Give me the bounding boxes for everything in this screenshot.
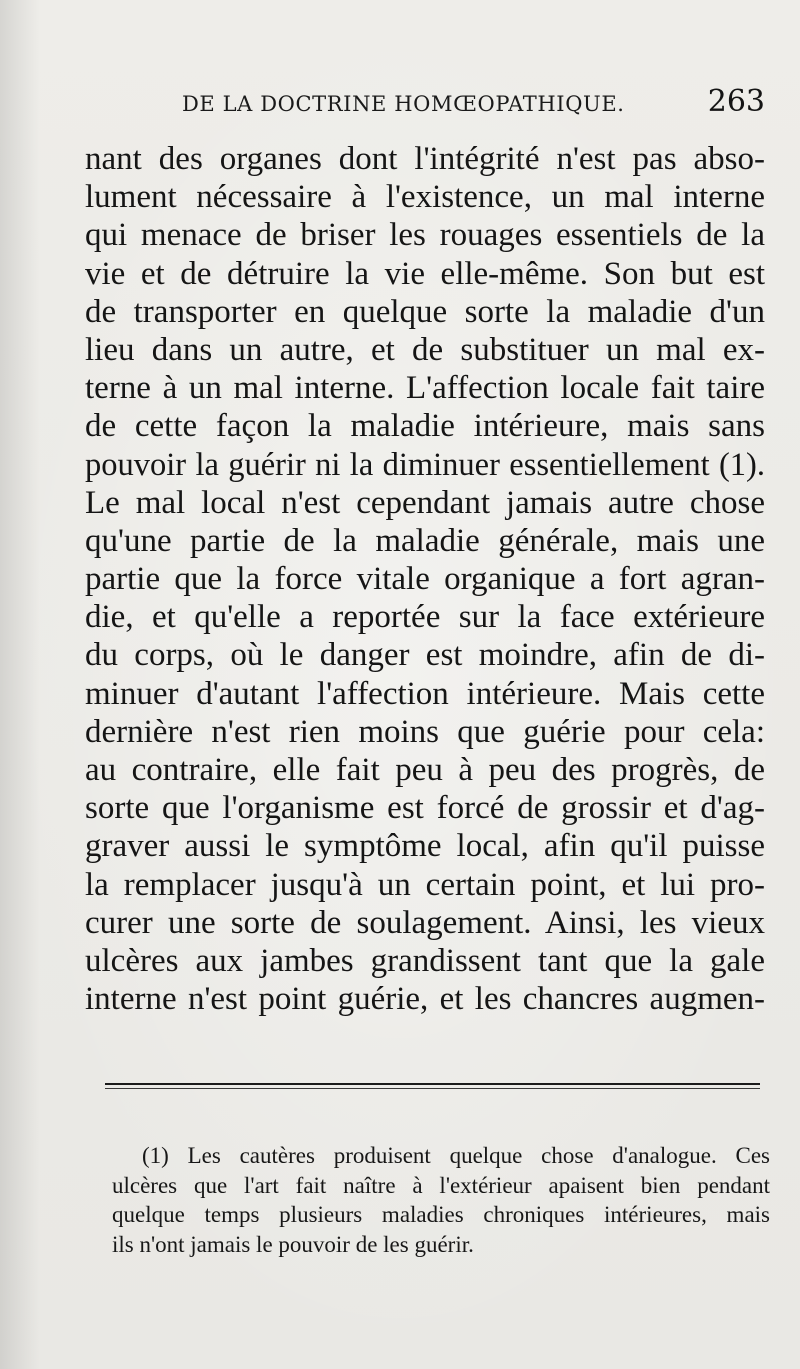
body-line: de cette façon la maladie intérieure, mais sans bbox=[85, 408, 765, 445]
body-line: qu'une partie de la maladie générale, mais une bbox=[85, 522, 765, 559]
page-number: 263 bbox=[707, 84, 765, 119]
footnote-line: (1) Les cautères produisent quelque chose d'analogue. Ces bbox=[142, 1143, 770, 1168]
body-line: la remplacer jusqu'à un certain point, et lui pro- bbox=[85, 866, 765, 903]
body-line: au contraire, elle fait peu à peu des progrès, de bbox=[85, 752, 765, 788]
body-line: terne à un mal interne. L'affection locale fait taire bbox=[85, 370, 765, 407]
footnote bbox=[112, 1141, 770, 1259]
body-line: interne n'est point guérie, et les chancres augmen- bbox=[85, 981, 765, 1018]
body-line: du corps, où le danger est moindre, afin de di- bbox=[85, 637, 765, 674]
body-line: sorte que l'organisme est forcé de grossir et d'ag- bbox=[85, 790, 765, 827]
body-line: de transporter en quelque sorte la maladie d'un bbox=[85, 293, 765, 330]
body-line: partie que la force vitale organique a fort agran- bbox=[85, 561, 765, 598]
body-line: dernière n'est rien moins que guérie pour cela: bbox=[85, 713, 765, 750]
body-text bbox=[85, 140, 765, 1018]
body-line: nant des organes dont l'intégrité n'est pas abso- bbox=[85, 141, 765, 177]
body-line: curer une sorte de soulagement. Ainsi, les vieux bbox=[85, 904, 765, 941]
binding-shadow bbox=[0, 0, 40, 1369]
footnote-line: ils n'ont jamais le pouvoir de les guérir. bbox=[112, 1231, 474, 1257]
body-line: qui menace de briser les rouages essentiels de la bbox=[85, 217, 765, 254]
footnote-line: quelque temps plusieurs maladies chroniques intérieures, mais bbox=[112, 1202, 770, 1227]
running-title: DE LA DOCTRINE HOMŒOPATHIQUE. bbox=[182, 92, 625, 116]
body-line: graver aussi le symptôme local, afin qu'il puisse bbox=[85, 828, 765, 865]
footnote-line: ulcères que l'art fait naître à l'extérieur apaisent bien pendant bbox=[112, 1172, 770, 1198]
footnote-rule-thin bbox=[105, 1088, 760, 1089]
body-line: ulcères aux jambes grandissent tant que la gale bbox=[85, 942, 765, 979]
footnote-rule bbox=[105, 1083, 760, 1085]
body-line: lieu dans un autre, et de substituer un mal ex- bbox=[85, 331, 765, 368]
body-line: pouvoir la guérir ni la diminuer essentiellement (1). bbox=[85, 446, 765, 483]
body-line: vie et de détruire la vie elle-même. Son but est bbox=[85, 255, 765, 292]
body-line: lument nécessaire à l'existence, un mal interne bbox=[85, 179, 765, 216]
running-head bbox=[100, 80, 765, 124]
body-line: die, et qu'elle a reportée sur la face extérieure bbox=[85, 599, 765, 636]
body-line: minuer d'autant l'affection intérieure. Mais cette bbox=[85, 675, 765, 712]
body-line: Le mal local n'est cependant jamais autre chose bbox=[85, 484, 765, 521]
